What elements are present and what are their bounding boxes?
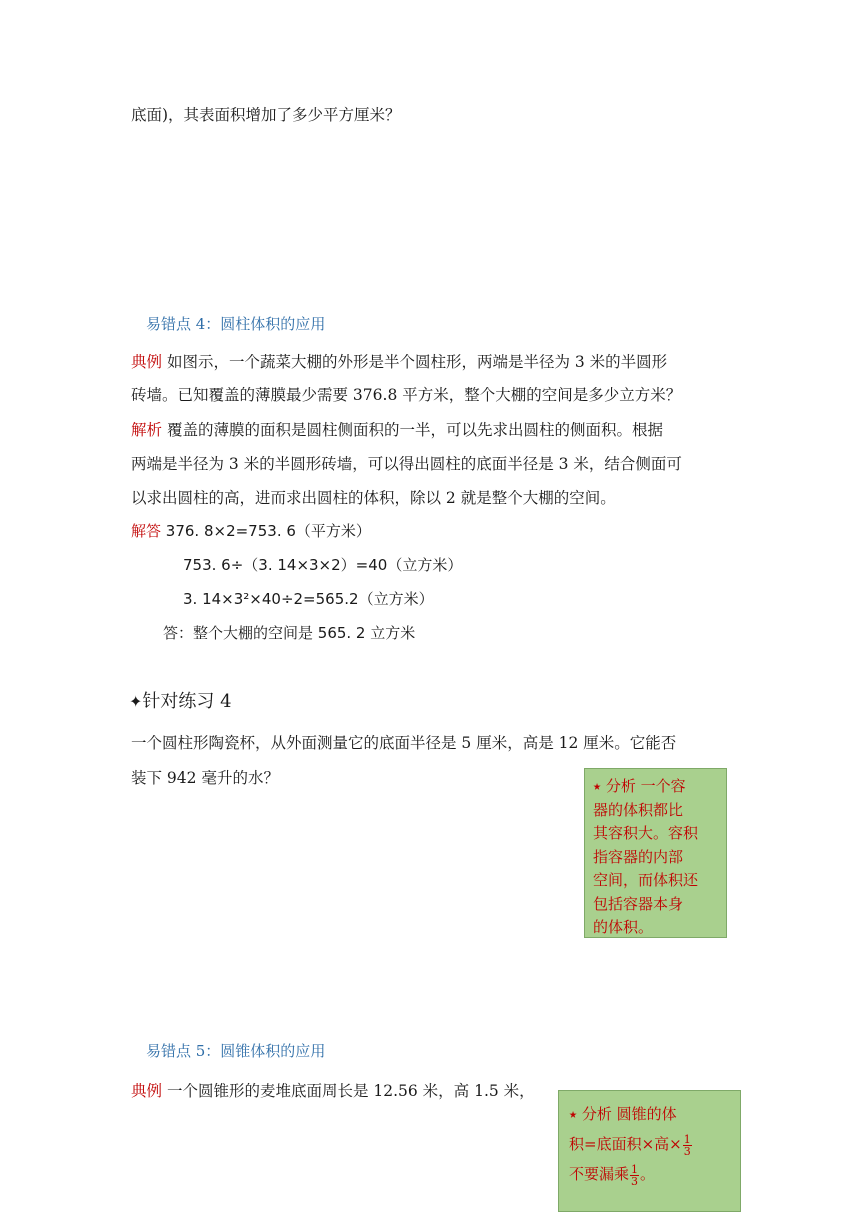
section-heading-4: 易错点 4：圆柱体积的应用 — [146, 315, 326, 333]
cone-note-line-1: ⭑ 分析 圆锥的体 — [569, 1105, 677, 1123]
note-line: 其容积大。容积 — [593, 824, 699, 842]
top-question: 底面)，其表面积增加了多少平方厘米？ — [131, 106, 401, 124]
analysis-line-2: 两端是半径为 3 米的半圆形砖墙，可以得出圆柱的底面半径是 3 米，结合侧面可 — [131, 455, 682, 473]
practice-line-1: 一个圆柱形陶瓷杯，从外面测量它的底面半径是 5 厘米，高是 12 厘米。它能否 — [131, 734, 677, 752]
fraction-denominator: 3 — [683, 1144, 691, 1158]
answer-line-2: 753. 6÷（3. 14×3×2）=40（立方米） — [183, 556, 463, 574]
section-heading-5: 易错点 5：圆锥体积的应用 — [146, 1042, 326, 1060]
example5-line-1 — [131, 1080, 535, 1102]
answer-final: 答：整个大棚的空间是 565. 2 立方米 — [163, 624, 416, 642]
cone-note-formula: 积=底面积×高× — [569, 1135, 682, 1153]
analysis-line-1 — [131, 419, 663, 441]
fraction-numerator: 1 — [631, 1162, 639, 1176]
note-line: 空间，而体积还 — [593, 871, 699, 889]
example-tag: 典例 — [131, 353, 163, 371]
answer-text-1: 376. 8×2=753. 6（平方米） — [165, 522, 371, 540]
example-text-1: 如图示，一个蔬菜大棚的外形是半个圆柱形，两端是半径为 3 米的半圆形 — [166, 353, 668, 371]
fraction-numerator: 1 — [683, 1132, 691, 1146]
answer-line-1 — [131, 520, 371, 542]
note-line: 包括容器本身 — [593, 894, 684, 913]
analysis-tag: 解析 — [131, 421, 163, 439]
note-line: 器的体积都比 — [593, 800, 684, 819]
cone-note-tail: 。 — [640, 1165, 656, 1183]
analysis-note-box — [584, 768, 727, 938]
note-line: 指容器的内部 — [593, 847, 684, 866]
practice-line-2: 装下 942 毫升的水？ — [131, 769, 279, 787]
cone-note-reminder: 不要漏乘 — [569, 1165, 630, 1183]
note-line: 的体积。 — [593, 918, 654, 936]
example5-text-1: 一个圆锥形的麦堆底面周长是 12.56 米，高 1.5 米， — [166, 1082, 535, 1100]
practice-title-text: 针对练习 4 — [142, 691, 232, 712]
answer-tag: 解答 — [131, 522, 162, 540]
example-line-1 — [131, 351, 667, 373]
one-third-fraction — [630, 1164, 639, 1187]
sparkle-icon: ✦ — [129, 692, 143, 711]
answer-line-3: 3. 14×3²×40÷2=565.2（立方米） — [183, 590, 434, 608]
analysis-line-3: 以求出圆柱的高，进而求出圆柱的体积，除以 2 就是整个大棚的空间。 — [131, 489, 616, 507]
note-line: ⭑ 分析 一个容 — [593, 777, 686, 795]
cone-note-line-2 — [569, 1129, 730, 1159]
analysis-text-1: 覆盖的薄膜的面积是圆柱侧面积的一半，可以先求出圆柱的侧面积。根据 — [166, 421, 663, 439]
cone-note-line-3 — [569, 1159, 730, 1189]
one-third-fraction — [683, 1134, 692, 1157]
practice-title — [129, 690, 232, 714]
example5-tag: 典例 — [131, 1082, 163, 1100]
fraction-denominator: 3 — [631, 1174, 639, 1188]
example-line-2: 砖墙。已知覆盖的薄膜最少需要 376.8 平方米，整个大棚的空间是多少立方米？ — [131, 386, 682, 404]
cone-analysis-note-box — [558, 1090, 741, 1212]
